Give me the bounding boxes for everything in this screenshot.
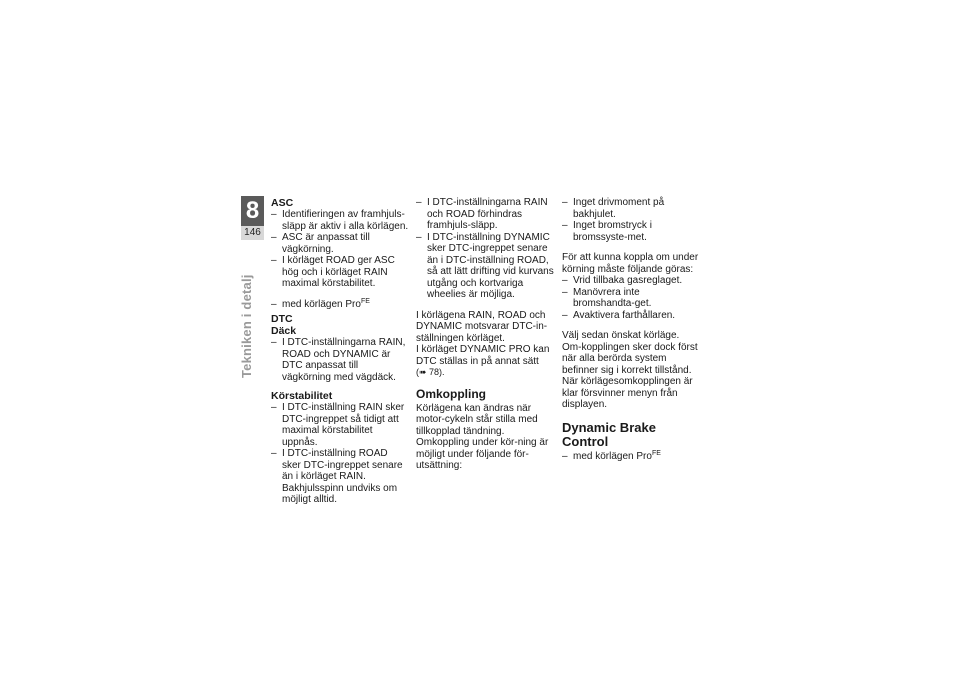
- paragraph: För att kunna koppla om under körning måste följande göras:: [562, 252, 699, 275]
- list-item: – Identifieringen av framhjuls-släpp är aktiv i alla körlägen.: [271, 209, 409, 232]
- list-item: – ASC är anpassat till vägkörning.: [271, 232, 409, 255]
- list-item: – I körläget ROAD ger ASC hög och i körläget RAIN maximal körstabilitet.: [271, 255, 409, 290]
- chapter-title: Tekniken i detalj: [239, 274, 254, 378]
- page-reference[interactable]: (➠ 78).: [416, 367, 445, 377]
- asc-list: [271, 209, 409, 290]
- paragraph-text: I körläget DYNAMIC PRO kan DTC ställas in på annat sätt: [416, 344, 550, 367]
- list-item: – Inget bromstryck i bromssyste-met.: [562, 220, 700, 243]
- column-1: [271, 197, 409, 506]
- list-item: – I DTC-inställning RAIN sker DTC-ingreppet så tidigt att maximal körstabilitet uppnås.: [271, 402, 409, 448]
- steps-list: [562, 275, 700, 321]
- list-item: – Inget drivmoment på bakhjulet.: [562, 197, 700, 220]
- list-item: – Avaktivera farthållaren.: [562, 310, 700, 322]
- list-item: – Vrid tillbaka gasreglaget.: [562, 275, 700, 287]
- column-3: [562, 197, 700, 462]
- list-item: – I DTC-inställningarna RAIN och ROAD förhindras framhjuls-släpp.: [416, 197, 554, 232]
- dtc-heading: DTC: [271, 313, 293, 325]
- dbc-list: [562, 451, 700, 463]
- tires-heading: Däck: [271, 325, 297, 337]
- page-number: 146: [241, 226, 264, 240]
- pro-superscript: FE: [360, 297, 370, 305]
- stability-list: [271, 402, 409, 506]
- list-item: – I DTC-inställning ROAD sker DTC-ingreppet senare än i körläget RAIN. Bakhjulsspinn undviks om möjligt alltid.: [271, 448, 409, 506]
- column-2: [416, 197, 554, 472]
- conditions-list: [562, 197, 700, 243]
- pro-list: [271, 299, 409, 311]
- list-item: – I DTC-inställning DYNAMIC sker DTC-ingreppet senare än i DTC-inställning ROAD, så att lätt drifting vid kurvans utgång och kortvariga wheelies är möjliga.: [416, 232, 554, 301]
- list-item: – Manövrera inte bromshandta-get.: [562, 287, 700, 310]
- asc-heading: ASC: [271, 197, 294, 209]
- stability-heading: Körstabilitet: [271, 390, 333, 402]
- dbc-text: med körlägen Pro: [573, 450, 652, 462]
- paragraph: Körlägena kan ändras när motor-cykeln står stilla med tillkopplad tändning. Omkoppling under kör-ning är möjligt under följande för-utsättning:: [416, 402, 549, 471]
- list-item: – I DTC-inställningarna RAIN, ROAD och DYNAMIC är DTC anpassat till vägkörning med vägdäck.: [271, 337, 409, 383]
- paragraph: [416, 344, 554, 379]
- tires-list: [271, 337, 409, 383]
- paragraph: Välj sedan önskat körläge. Om-kopplingen sker dock först när alla berörda system befinner sig i korrekt tillstånd.: [562, 330, 698, 376]
- dtc-settings-list: [416, 197, 554, 301]
- paragraph: När körlägesomkopplingen är klar försvinner menyn från displayen.: [562, 376, 693, 410]
- list-item: [562, 451, 700, 463]
- chapter-number: 8: [241, 196, 264, 226]
- list-item: [271, 299, 409, 311]
- paragraph: I körlägena RAIN, ROAD och DYNAMIC motsvarar DTC-in-ställningen körläget.: [416, 309, 548, 344]
- dbc-superscript: FE: [651, 449, 661, 457]
- pro-text: med körlägen Pro: [282, 298, 361, 310]
- dbc-heading: Dynamic Brake Control: [562, 419, 656, 449]
- switch-heading: Omkoppling: [416, 386, 486, 401]
